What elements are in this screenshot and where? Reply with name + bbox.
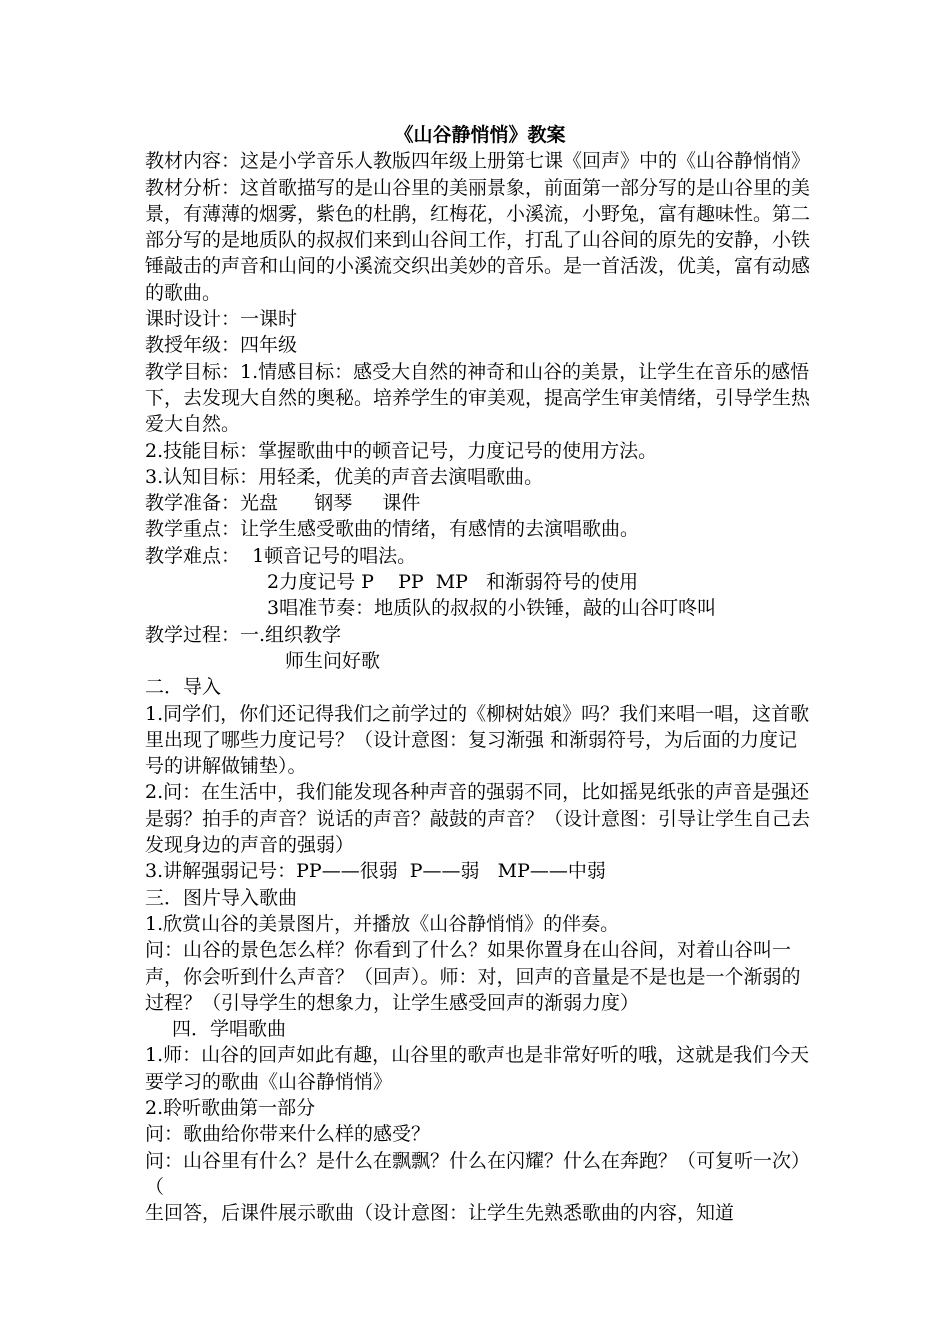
paragraph-intro-2: 2.问：在生活中，我们能发现各种声音的强弱不同，比如摇晃纸张的声音是强还是弱？拍手的声音？说话的声音？敲鼓的声音？（设计意图：引导让学生自己去发现身边的声音的强弱） — [145, 781, 811, 857]
paragraph-pictures-question: 问：山谷的景色怎么样？你看到了什么？如果你置身在山谷间，对着山谷叫一声，你会听到什么声音？（回声）。师：对，回声的音量是不是也是一个渐弱的过程？（引导学生的想象力，让学生感受回声的渐弱力度） — [145, 939, 801, 1014]
paragraph-content: 教材内容：这是小学音乐人教版四年级上册第七课《回声》中的《山谷静悄悄》 — [145, 150, 811, 173]
paragraph-learn-answer: 生回答，后课件展示歌曲（设计意图：让学生先熟悉歌曲的内容，知道 — [145, 1202, 735, 1225]
paragraph-learn-question-1: 问：歌曲给你带来什么样的感受？ — [145, 1123, 431, 1146]
section-heading-pictures: 三．图片导入歌曲 — [145, 886, 298, 909]
paragraph-intro-3: 3.讲解强弱记号：PP——很弱 P——弱 MP——中弱 — [145, 860, 606, 883]
difficulty-item: 2力度记号 P PP MP 和渐弱符号的使用 — [267, 571, 639, 594]
paragraph-learn-1: 1.师：山谷的回声如此有趣，山谷里的歌声也是非常好听的哦，这就是我们今天要学习的歌曲《山谷静悄悄》 — [145, 1044, 810, 1093]
paragraph-process: 教学过程：一.组织教学 — [145, 623, 342, 646]
document-body — [145, 122, 815, 1226]
paragraph-pictures-1: 1.欣赏山谷的美景图片，并播放《山谷静悄悄》的伴奏。 — [145, 912, 620, 935]
paragraph-skill-goal: 2.技能目标：掌握歌曲中的顿音记号，力度记号的使用方法。 — [145, 439, 658, 462]
paragraph-difficulties: 教学难点： 1顿音记号的唱法。 — [145, 544, 417, 567]
paragraph-cognitive-goal: 3.认知目标：用轻柔，优美的声音去演唱歌曲。 — [145, 465, 544, 488]
paragraph-goals: 教学目标：1.情感目标：感受大自然的神奇和山谷的美景，让学生在音乐的感悟下，去发现大自然的奥秘。培养学生的审美观，提高学生审美情绪，引导学生热爱大自然。 — [145, 360, 811, 436]
paragraph-analysis: 教材分析：这首歌描写的是山谷里的美丽景象，前面第一部分写的是山谷里的美景，有薄薄的烟雾，紫色的杜鹃，红梅花，小溪流，小野兔，富有趣味性。第二部分写的是地质队的叔叔们来到山谷间工作，打乱了山谷间的原先的安静，小铁锤敲击的声音和山间的小溪流交织出美妙的音乐。是一首活泼，优美，富有动感的歌曲。 — [145, 176, 811, 304]
paragraph-grade: 教授年级：四年级 — [145, 334, 298, 357]
process-sub-item: 师生问好歌 — [285, 649, 381, 672]
section-heading-learn-song: 四．学唱歌曲 — [172, 1018, 287, 1041]
paragraph-lesson-design: 课时设计：一课时 — [145, 308, 298, 331]
paragraph-learn-2: 2.聆听歌曲第一部分 — [145, 1096, 316, 1119]
paragraph-intro-1: 1.同学们，你们还记得我们之前学过的《柳树姑娘》吗？我们来唱一唱，这首歌里出现了哪些力度记号？（设计意图：复习渐强 和渐弱符号，为后面的力度记号的讲解做铺垫）。 — [145, 702, 810, 778]
section-heading-intro: 二．导入 — [145, 676, 222, 699]
paragraph-learn-question-2: 问：山谷里有什么？是什么在飘飘？什么在闪耀？什么在奔跑？（可复听一次）（ — [145, 1149, 811, 1198]
paragraph-key-points: 教学重点：让学生感受歌曲的情绪，有感情的去演唱歌曲。 — [145, 518, 640, 541]
difficulty-item: 3唱准节奏：地质队的叔叔的小铁锤，敲的山谷叮咚叫 — [267, 597, 717, 620]
document-title: 《山谷静悄悄》教案 — [394, 124, 566, 146]
paragraph-preparation: 教学准备：光盘 钢琴 课件 — [145, 492, 421, 515]
